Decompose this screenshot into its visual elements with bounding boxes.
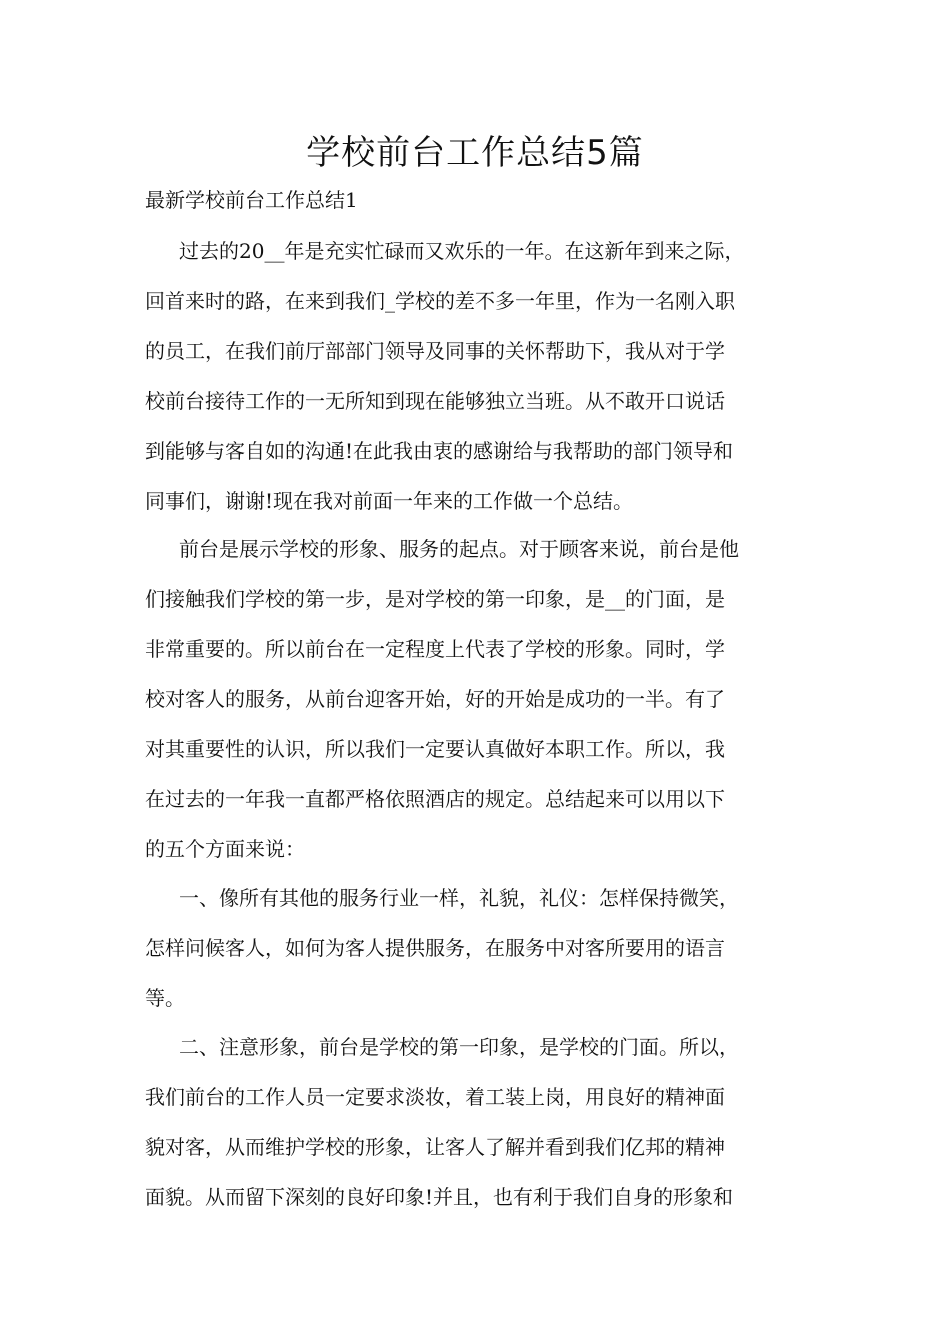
paragraph-line: 到能够与客自如的沟通!在此我由衷的感谢给与我帮助的部门领导和 xyxy=(145,439,734,463)
paragraph-4 xyxy=(145,1022,810,1222)
paragraph-line: 非常重要的。所以前台在一定程度上代表了学校的形象。同时，学 xyxy=(145,637,725,661)
document-title: 学校前台工作总结5篇 xyxy=(306,133,644,173)
paragraph-line: 貌对客，从而维护学校的形象，让客人了解并看到我们亿邦的精神 xyxy=(145,1135,725,1159)
paragraph-line: 同事们，谢谢!现在我对前面一年来的工作做一个总结。 xyxy=(145,489,634,513)
paragraph-line: 对其重要性的认识，所以我们一定要认真做好本职工作。所以，我 xyxy=(145,737,725,761)
paragraph-2 xyxy=(145,524,810,874)
paragraph-1 xyxy=(145,226,810,526)
document-subtitle: 最新学校前台工作总结1 xyxy=(145,188,358,212)
paragraph-line: 面貌。从而留下深刻的良好印象!并且，也有利于我们自身的形象和 xyxy=(145,1185,734,1209)
paragraph-line: 的员工，在我们前厅部部门领导及同事的关怀帮助下，我从对于学 xyxy=(145,339,725,363)
paragraph-line: 前台是展示学校的形象、服务的起点。对于顾客来说，前台是他 xyxy=(179,537,739,561)
paragraph-line: 校对客人的服务，从前台迎客开始，好的开始是成功的一半。有了 xyxy=(145,687,725,711)
paragraph-line: 在过去的一年我一直都严格依照酒店的规定。总结起来可以用以下 xyxy=(145,787,725,811)
paragraph-line: 二、注意形象，前台是学校的第一印象，是学校的门面。所以， xyxy=(179,1035,739,1059)
paragraph-3 xyxy=(145,873,810,1023)
paragraph-line: 回首来时的路，在来到我们_学校的差不多一年里，作为一名刚入职 xyxy=(145,289,735,313)
paragraph-line: 的五个方面来说： xyxy=(145,837,305,861)
paragraph-line: 等。 xyxy=(145,986,185,1010)
paragraph-line: 一、像所有其他的服务行业一样，礼貌，礼仪：怎样保持微笑， xyxy=(179,886,739,910)
paragraph-line: 校前台接待工作的一无所知到现在能够独立当班。从不敢开口说话 xyxy=(145,389,725,413)
paragraph-line: 怎样问候客人，如何为客人提供服务，在服务中对客所要用的语言 xyxy=(145,936,725,960)
paragraph-line: 过去的20__年是充实忙碌而又欢乐的一年。在这新年到来之际， xyxy=(179,239,745,263)
paragraph-line: 我们前台的工作人员一定要求淡妆，着工装上岗，用良好的精神面 xyxy=(145,1085,725,1109)
paragraph-line: 们接触我们学校的第一步，是对学校的第一印象，是__的门面，是 xyxy=(145,587,725,611)
